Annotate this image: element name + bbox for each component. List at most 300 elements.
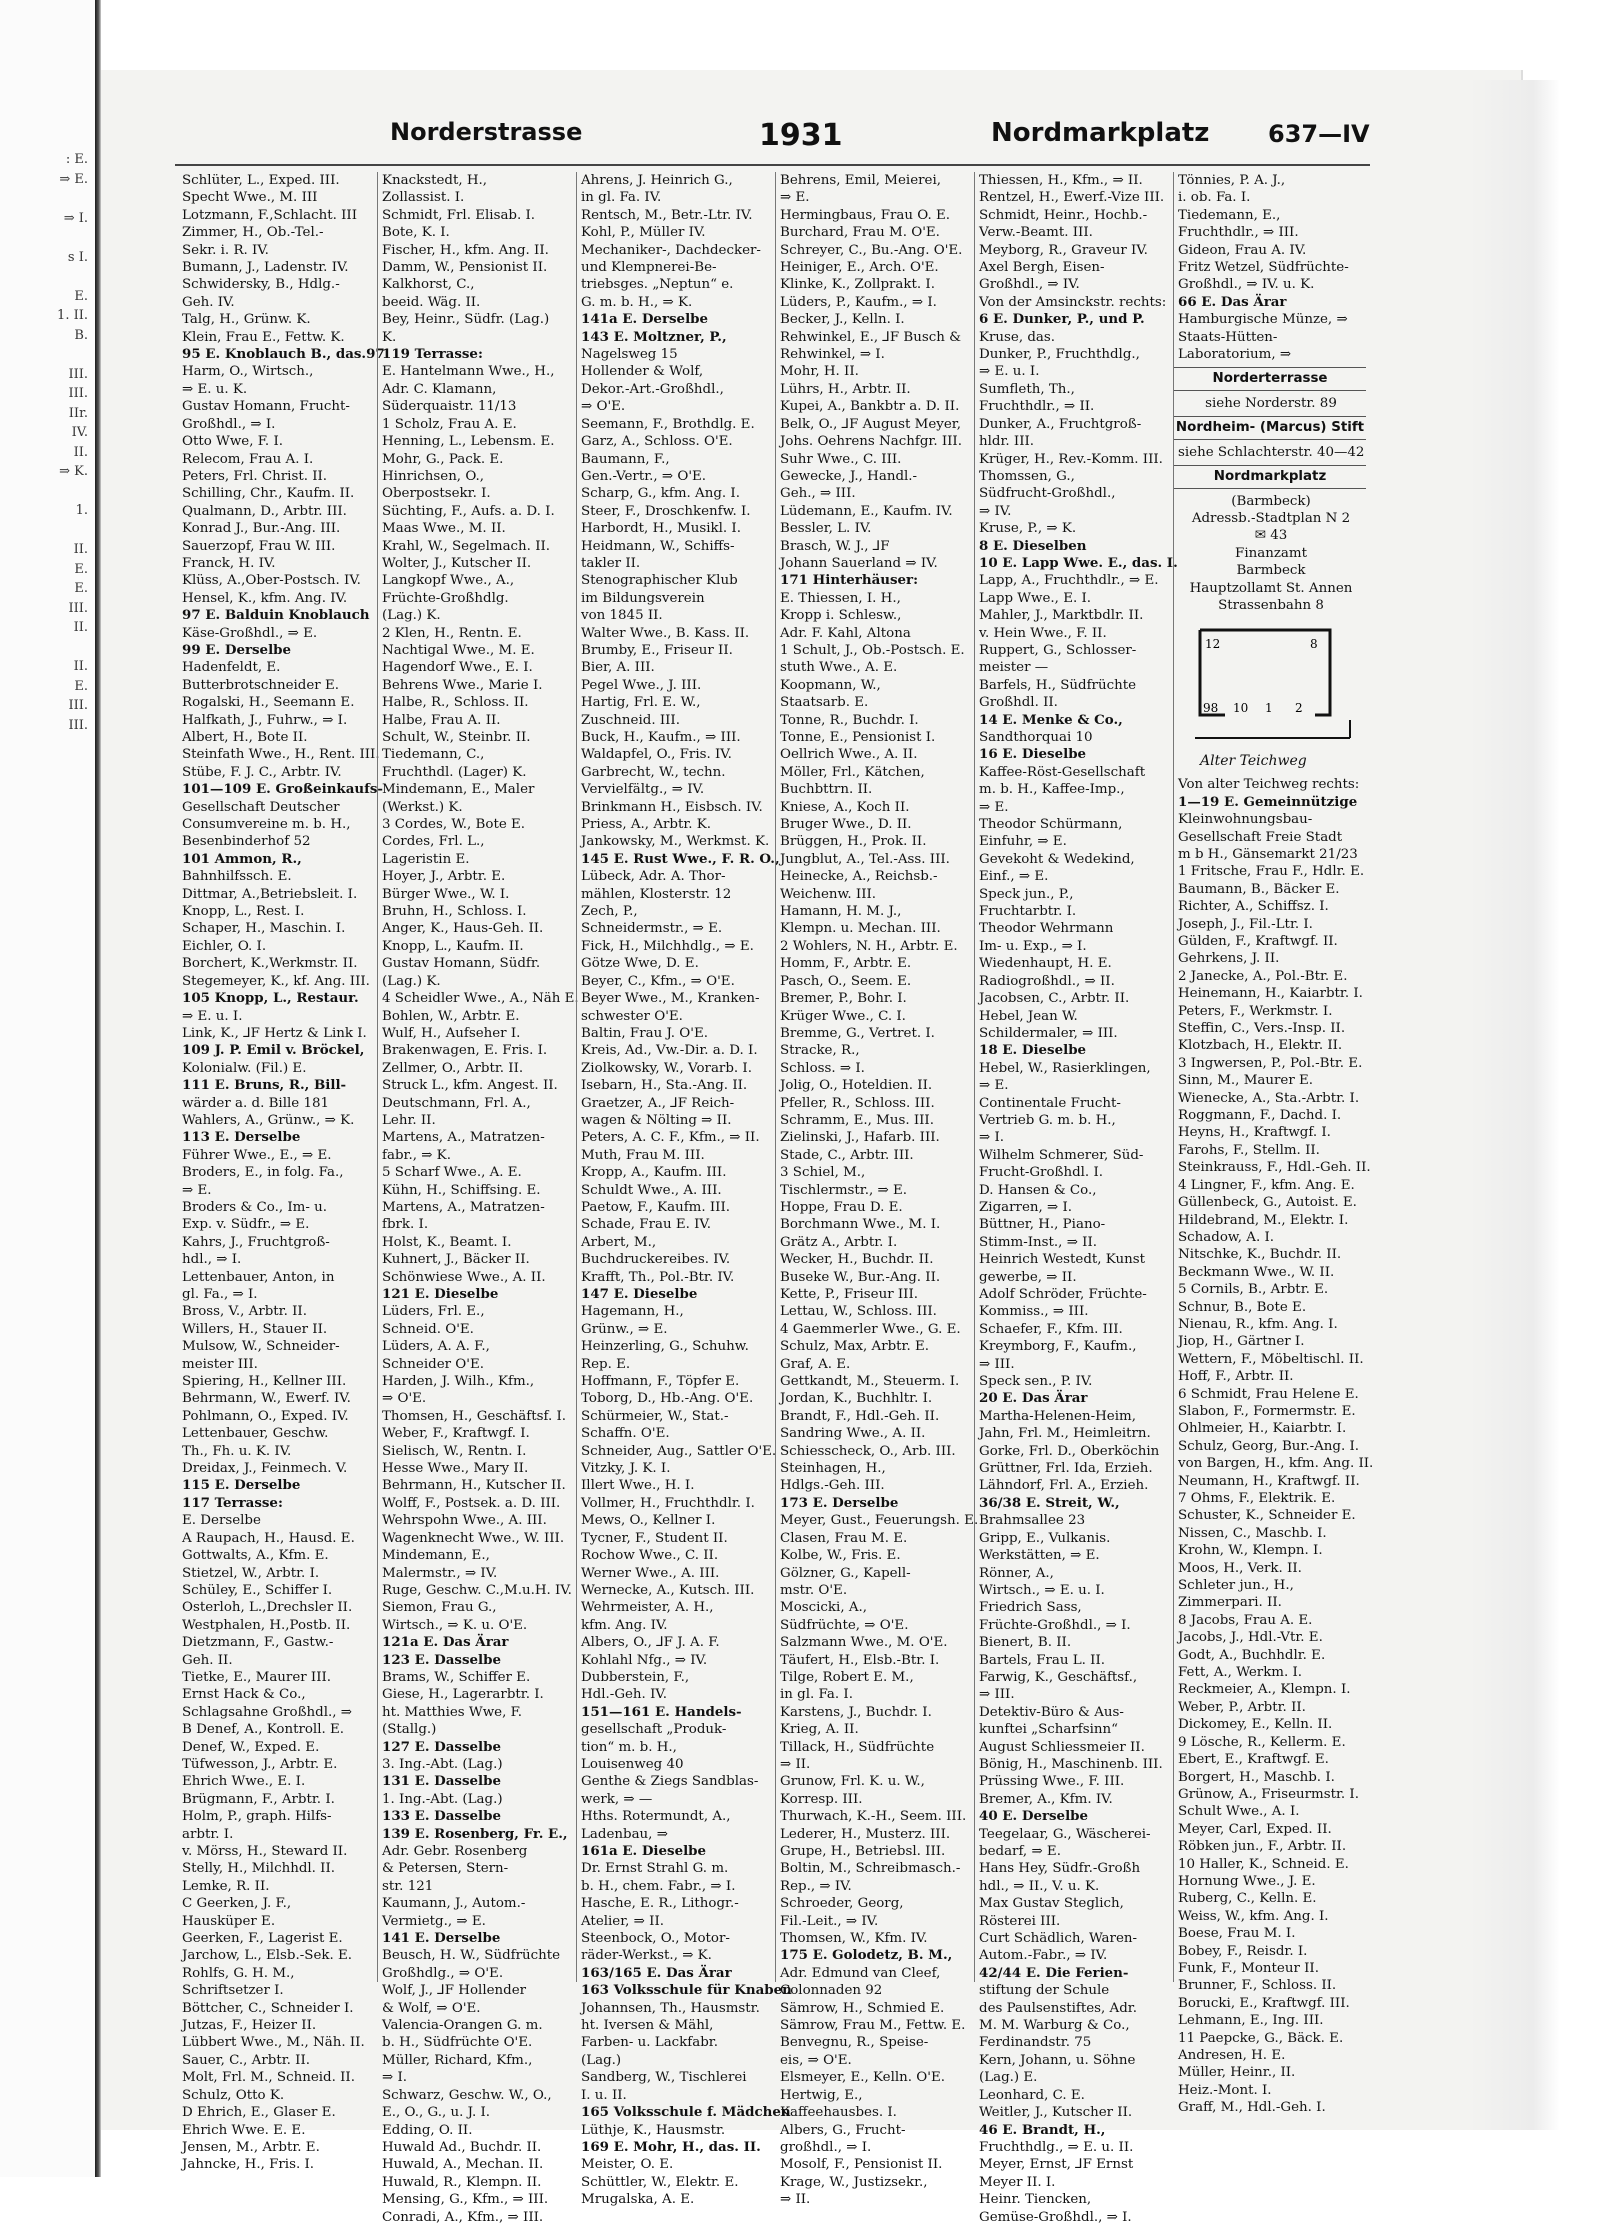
directory-entry: Kleinwohnungsbau- xyxy=(1178,812,1313,828)
directory-entry: 40 E. Derselbe xyxy=(979,1808,1089,1825)
directory-entry: Ernst Hack & Co., xyxy=(182,1687,306,1703)
directory-entry: 147 E. Dieselbe xyxy=(581,1286,698,1302)
directory-entry: Werner Wwe., A. III. xyxy=(581,1565,720,1581)
directory-entry: 151—161 E. Handels- xyxy=(581,1703,742,1720)
directory-entry: wärder a. d. Bille 181 xyxy=(182,1095,330,1111)
directory-entry: Fruchthdlg., ⇒ E. u. II. xyxy=(979,2139,1134,2155)
directory-entry: Max Gustav Steglich, xyxy=(979,1896,1124,1912)
directory-entry: Damm, W., Pensionist II. xyxy=(382,260,548,276)
directory-entry: Schneider, Aug., Sattler O'E. xyxy=(581,1443,777,1459)
directory-entry: Huwald, R., Klempn. II. xyxy=(382,2174,542,2190)
directory-entry: Osterloh, L.,Drechsler II. xyxy=(182,1600,353,1616)
sketch-map xyxy=(1182,620,1358,770)
directory-entry: Schulz, Max, Arbtr. E. xyxy=(780,1339,930,1355)
directory-entry: 4 Gaemmerler Wwe., G. E. xyxy=(780,1321,961,1337)
directory-entry: Heiz.-Mont. I. xyxy=(1178,2082,1272,2098)
directory-entry: 173 E. Derselbe xyxy=(780,1494,899,1511)
directory-entry: Denef, W., Exped. E. xyxy=(182,1739,320,1755)
directory-entry: Heinecke, A., Reichsb.- xyxy=(780,869,938,885)
directory-entry: Behrmann, H., Kutscher II. xyxy=(382,1478,566,1494)
directory-entry: Graetzer, A., ⅃F Reich- xyxy=(581,1095,735,1111)
directory-entry: Spiering, H., Kellner III. xyxy=(182,1374,347,1390)
directory-entry: gesellschaft „Produk- xyxy=(581,1722,727,1738)
directory-entry: Brumby, E., Friseur II. xyxy=(581,642,733,658)
directory-entry: Kruse, das. xyxy=(979,329,1056,345)
directory-entry: Butterbrotschneider E. xyxy=(182,677,339,693)
directory-entry: Hertwig, E., xyxy=(780,2087,863,2103)
directory-entry: Gideon, Frau A. IV. xyxy=(1178,242,1307,258)
directory-entry: und Klempnerei-Be- xyxy=(581,260,717,276)
directory-entry: Süderquaistr. 11/13 xyxy=(382,399,517,415)
directory-entry: Beusch, H. W., Südfrüchte xyxy=(382,1948,561,1964)
directory-entry: meister — xyxy=(979,660,1049,676)
directory-entry: Beckmann Wwe., W. II. xyxy=(1178,1264,1335,1280)
directory-entry: Pohlmann, O., Exped. IV. xyxy=(182,1408,349,1424)
directory-entry: Klüss, A.,Ober-Postsch. IV. xyxy=(182,573,361,589)
directory-entry: Mahler, J., Marktbdlr. II. xyxy=(979,608,1144,624)
directory-entry: von 1845 II. xyxy=(581,608,663,624)
directory-entry: i. ob. Fa. I. xyxy=(1178,190,1251,206)
directory-entry: Thiessen, H., Kfm., ⇒ II. xyxy=(979,173,1143,188)
directory-entry: Buchdruckereibes. IV. xyxy=(581,1252,731,1268)
directory-entry: 95 E. Knoblauch B., das.97 xyxy=(182,346,385,363)
directory-entry: Hensel, K., kfm. Ang. IV. xyxy=(182,590,348,606)
directory-entry: Grünw., ⇒ E. xyxy=(581,1321,668,1337)
directory-entry: 101—109 E. Großeinkaufs- xyxy=(182,781,383,798)
directory-entry: tion“ m. b. H., xyxy=(581,1739,677,1755)
directory-entry: Hermingbaus, Frau O. E. xyxy=(780,207,951,223)
directory-entry: Knackstedt, H., xyxy=(382,173,488,188)
directory-entry: Elsmeyer, E., Kelln. O'E. xyxy=(780,2070,945,2086)
directory-entry: Heinrich Westedt, Kunst xyxy=(979,1252,1146,1268)
directory-entry: 131 E. Dasselbe xyxy=(382,1773,501,1790)
directory-entry: meister III. xyxy=(182,1356,258,1372)
directory-entry: Nagelsweg 15 xyxy=(581,347,678,363)
directory-entry: Gottwalts, A., Kfm. E. xyxy=(182,1548,329,1564)
directory-entry: Schönwiese Wwe., A. II. xyxy=(382,1269,546,1285)
directory-entry: Zimmer, H., Ob.-Tel.- xyxy=(182,225,324,241)
directory-entry: Jahn, Frl. M., Heimleitrn. xyxy=(979,1426,1151,1442)
directory-entry: Hagemann, H., xyxy=(581,1304,684,1320)
directory-entry: Jarchow, L., Elsb.-Sek. E. xyxy=(182,1948,353,1964)
directory-entry: E., O., G., u. J. I. xyxy=(382,2105,491,2121)
directory-entry: Lehr. II. xyxy=(382,1112,436,1128)
directory-entry: von Bargen, H., kfm. Ang. II. xyxy=(1178,1456,1374,1472)
directory-entry: Zech, P., xyxy=(581,904,638,920)
directory-entry: Pasch, O., Seem. E. xyxy=(780,973,912,989)
street-heading: Norderterrasse xyxy=(1174,367,1366,390)
directory-entry: 161a E. Dieselbe xyxy=(581,1843,707,1859)
directory-entry: beeid. Wäg. II. xyxy=(382,294,481,310)
directory-entry: Continentale Frucht- xyxy=(979,1095,1121,1111)
directory-entry: Wolff, F., Postsek. a. D. III. xyxy=(382,1495,561,1511)
directory-entry: Wahlers, A., Grünw., ⇒ K. xyxy=(182,1112,355,1128)
directory-entry: G. m. b. H., ⇒ K. xyxy=(581,294,693,310)
directory-entry: 16 E. Dieselbe xyxy=(979,746,1087,763)
directory-entry: Exp. v. Südfr., ⇒ E. xyxy=(182,1217,310,1233)
sketch-house-number: 10 xyxy=(1233,701,1249,716)
directory-entry: Struck L., kfm. Angest. II. xyxy=(382,1078,558,1094)
directory-entry: Kohlahl Nfg., ⇒ IV. xyxy=(581,1652,708,1668)
directory-entry: Fruchtarbtr. I. xyxy=(979,904,1077,920)
directory-entry: Kreymborg, F., Kaufm., xyxy=(979,1339,1137,1355)
directory-entry: Stenographischer Klub xyxy=(581,573,738,589)
directory-entry: Gehrkens, J. II. xyxy=(1178,951,1280,967)
directory-entry: Bremer, A., Kfm. IV. xyxy=(979,1791,1113,1807)
directory-entry: Krüger, H., Rev.-Komm. III. xyxy=(979,451,1163,467)
directory-entry: Fischer, H., kfm. Ang. II. xyxy=(382,242,549,258)
directory-entry: Beyer, C., Kfm., ⇒ O'E. xyxy=(581,973,735,989)
directory-entry: Homm, F., Arbtr. E. xyxy=(780,956,912,972)
directory-entry: 171 Hinterhäuser: xyxy=(780,572,919,589)
directory-entry: Lührs, H., Arbtr. II. xyxy=(780,381,911,397)
directory-entry: Ahrens, J. Heinrich G., xyxy=(581,173,733,188)
directory-entry: Detektiv-Büro & Aus- xyxy=(979,1704,1124,1720)
directory-entry: Weber, P., Arbtr. II. xyxy=(1178,1699,1306,1715)
directory-entry: Güllenbeck, G., Autoist. E. xyxy=(1178,1195,1357,1211)
directory-entry: Maas Wwe., M. II. xyxy=(382,521,506,537)
directory-entry: Adr. C. Klamann, xyxy=(382,381,497,397)
directory-entry: 141a E. Derselbe xyxy=(581,311,709,328)
directory-entry: Holm, P., graph. Hilfs- xyxy=(182,1809,332,1825)
directory-entry: 2 Klen, H., Rentn. E. xyxy=(382,625,522,641)
directory-entry: Zollassist. I. xyxy=(382,190,465,206)
directory-entry: 1 Fritsche, Frau F., Hdlr. E. xyxy=(1178,864,1365,880)
directory-entry: Ladenbau, ⇒ xyxy=(581,1826,668,1842)
directory-entry: werk, ⇒ — xyxy=(581,1791,653,1807)
directory-entry: 163 Volksschule für Knaben xyxy=(581,1982,792,1999)
directory-entry: Kolonialw. (Fil.) E. xyxy=(182,1060,307,1076)
directory-entry: Götze Wwe, D. E. xyxy=(581,956,699,972)
directory-entry: Hdl.-Geh. IV. xyxy=(581,1687,667,1703)
directory-entry: Conradi, A., Kfm., ⇒ III. xyxy=(382,2209,544,2225)
directory-entry: Wolf, J., ⅃F Hollender xyxy=(382,1983,527,1999)
directory-entry: str. 121 xyxy=(382,1878,434,1894)
directory-entry: Sumfleth, Th., xyxy=(979,381,1075,397)
directory-entry: 5 Scharf Wwe., A. E. xyxy=(382,1165,522,1181)
directory-entry: 1. Ing.-Abt. (Lag.) xyxy=(382,1791,503,1807)
directory-entry: räder-Werkst., ⇒ K. xyxy=(581,1948,712,1964)
directory-entry: Anger, K., Haus-Geh. II. xyxy=(382,921,544,937)
directory-entry: des Paulsenstiftes, Adr. xyxy=(979,2000,1137,2016)
directory-entry: Zuschneid. III. xyxy=(581,712,680,728)
directory-entry: Ruge, Geschw. C.,M.u.H. IV. xyxy=(382,1582,572,1598)
directory-entry: Steinhagen, H., xyxy=(780,1461,886,1477)
directory-entry: Geh., ⇒ III. xyxy=(780,486,856,502)
directory-entry: Colonnaden 92 xyxy=(780,1983,883,1999)
directory-entry: takler II. xyxy=(581,555,641,571)
directory-entry: Harm, O., Wirtsch., xyxy=(182,364,314,380)
directory-entry: C Geerken, J. F., xyxy=(182,1896,292,1912)
directory-entry: Böttcher, C., Schneider I. xyxy=(182,2000,354,2016)
directory-entry: Prüssing Wwe., F. III. xyxy=(979,1774,1125,1790)
directory-entry: Nienau, R., kfm. Ang. I. xyxy=(1178,1316,1338,1332)
directory-entry: Wirtsch., ⇒ E. u. I. xyxy=(979,1582,1105,1598)
directory-entry: Meyer, Gust., Feuerungsh. E. xyxy=(780,1513,979,1529)
directory-entry: Fil.-Leit., ⇒ IV. xyxy=(780,1913,879,1929)
directory-entry: Hauptzollamt St. Annen xyxy=(1189,580,1353,596)
directory-entry: Brunner, F., Schloss. II. xyxy=(1178,1978,1337,1994)
directory-entry: Kaffeehausbes. I. xyxy=(780,2105,897,2121)
directory-entry: Link, K., ⅃F Hertz & Link I. xyxy=(182,1025,367,1041)
directory-entry: Andresen, H. E. xyxy=(1178,2048,1286,2063)
directory-entry: Heinzerling, G., Schuhw. xyxy=(581,1339,749,1355)
directory-entry: Mrugalska, A. E. xyxy=(581,2192,695,2208)
directory-entry: Bross, V., Arbtr. II. xyxy=(182,1304,307,1320)
directory-entry: 105 Knopp, L., Restaur. xyxy=(182,990,359,1007)
directory-entry: Jahncke, H., Fris. I. xyxy=(182,2157,315,2173)
directory-entry: Dreidax, J., Feinmech. V. xyxy=(182,1461,348,1477)
directory-entry: Adolf Schröder, Früchte- xyxy=(979,1287,1147,1302)
directory-entry: Schuster, K., Schneider E. xyxy=(1178,1508,1356,1524)
directory-entry: Joseph, J., Fil.-Ltr. I. xyxy=(1178,916,1313,932)
directory-entry: Bartels, Frau L. II. xyxy=(979,1652,1105,1668)
directory-entry: Kaumann, J., Autom.- xyxy=(382,1896,526,1912)
directory-entry: Sauerzopf, Frau W. III. xyxy=(182,538,336,554)
directory-entry: Finanzamt xyxy=(1235,545,1307,561)
directory-entry: Fruchthdlr., ⇒ III. xyxy=(1178,225,1299,241)
directory-entry: v. Mörss, H., Steward II. xyxy=(182,1844,348,1859)
directory-entry: Fruchthdl. (Lager) K. xyxy=(382,764,527,780)
directory-entry: Tietke, E., Maurer III. xyxy=(182,1669,332,1685)
directory-entry: 121a E. Das Ärar xyxy=(382,1634,509,1651)
directory-entry: Ruberg, C., Kelln. E. xyxy=(1178,1891,1317,1907)
directory-entry: Jolig, O., Hoteldien. II. xyxy=(780,1078,933,1094)
directory-entry: Rohlfs, G. H. M., xyxy=(182,1965,295,1981)
directory-entry: Gustav Homann, Südfr. xyxy=(382,956,541,972)
directory-entry: Belk, O., ⅃F August Meyer, xyxy=(780,416,961,432)
directory-entry: großhdl., ⇒ I. xyxy=(780,2139,872,2155)
directory-entry: Teegelaar, G., Wäscherei- xyxy=(979,1826,1151,1842)
directory-entry: Molt, Frl. M., Schneid. II. xyxy=(182,2070,355,2086)
directory-entry: Hdlgs.-Geh. III. xyxy=(780,1478,885,1494)
directory-entry: Fett, A., Werkm. I. xyxy=(1178,1665,1303,1681)
directory-entry: Genthe & Ziegs Sandblas- xyxy=(581,1774,759,1790)
directory-entry: Schiesscheck, O., Arb. III. xyxy=(780,1443,956,1459)
directory-entry: Geh. IV. xyxy=(182,294,235,310)
directory-entry: Schade, Frau E. IV. xyxy=(581,1217,712,1233)
directory-entry: Louisenweg 40 xyxy=(581,1756,684,1772)
directory-entry: Vermietg., ⇒ E. xyxy=(382,1913,486,1929)
directory-entry: Buseke W., Bur.-Ang. II. xyxy=(780,1269,941,1285)
directory-entry: Martens, A., Matratzen- xyxy=(382,1199,545,1215)
directory-entry: Jacobs, J., Hdl.-Vtr. E. xyxy=(1178,1630,1323,1646)
directory-entry: Deutschmann, Frl. A., xyxy=(382,1095,531,1111)
directory-entry: Friedrich Sass, xyxy=(979,1600,1082,1616)
directory-entry: Qualmann, D., Arbtr. III. xyxy=(182,503,347,519)
directory-entry: 99 E. Derselbe xyxy=(182,641,292,658)
directory-entry: Seemann, F., Brothdlg. E. xyxy=(581,416,755,432)
directory-entry: wagen & Nölting ⇒ II. xyxy=(581,1112,732,1128)
directory-entry: Schreyer, C., Bu.-Ang. O'E. xyxy=(780,242,963,258)
directory-entry: m b H., Gänsemarkt 21/23 xyxy=(1178,846,1358,862)
directory-entry: Lübeck, Adr. A. Thor- xyxy=(581,869,726,885)
directory-entry: Schulz, Georg, Bur.-Ang. I. xyxy=(1178,1438,1360,1454)
directory-entry: 1 Schult, J., Ob.-Postsch. E. xyxy=(780,642,965,658)
column-4 xyxy=(775,172,979,2208)
directory-entry: Slabon, F., Formermstr. E. xyxy=(1178,1403,1356,1419)
directory-entry: Lüders, Frl. E., xyxy=(382,1304,485,1320)
directory-entry: Johannsen, Th., Hausmstr. xyxy=(581,2000,760,2016)
directory-entry: Specht Wwe., M. III xyxy=(182,190,318,206)
directory-entry: 143 E. Moltzner, P., xyxy=(581,328,727,345)
directory-entry: v. Hein Wwe., F. II. xyxy=(979,625,1107,641)
directory-entry: M. M. Warburg & Co., xyxy=(979,2018,1130,2034)
directory-entry: Rep., ⇒ IV. xyxy=(780,1878,852,1894)
directory-entry: Schloss. ⇒ I. xyxy=(780,1060,865,1076)
directory-entry: Fritz Wetzel, Südfrüchte- xyxy=(1178,260,1349,276)
directory-entry: Schneidermstr., ⇒ E. xyxy=(581,921,723,937)
directory-entry: Vervielfältg., ⇒ IV. xyxy=(581,782,705,798)
directory-entry: 121 E. Dieselbe xyxy=(382,1286,499,1302)
directory-entry: Schüley, E., Schiffer I. xyxy=(182,1582,333,1598)
directory-entry: Bumann, J., Ladenstr. IV. xyxy=(182,260,349,276)
directory-entry: Klempn. u. Mechan. III. xyxy=(780,921,941,937)
directory-entry: ⇒ IV. xyxy=(979,503,1012,519)
directory-entry: Vollmer, H., Fruchthdlr. I. xyxy=(581,1495,755,1511)
directory-entry: Weiss, W., kfm. Ang. I. xyxy=(1178,1908,1329,1924)
directory-entry: Illert Wwe., H. I. xyxy=(581,1478,695,1494)
directory-entry: Hans Hey, Südfr.-Großh xyxy=(979,1861,1141,1877)
directory-entry: Adressb.-Stadtplan N 2 xyxy=(1191,510,1351,526)
directory-entry: E. Thiessen, I. H., xyxy=(780,590,901,606)
directory-entry: 9 Lösche, R., Kellerm. E. xyxy=(1178,1734,1346,1750)
directory-entry: Bohlen, W., Arbtr. E. xyxy=(382,1008,520,1024)
directory-entry: Hartig, Frl. E. W., xyxy=(581,695,701,711)
directory-entry: Lüders, P., Kaufm., ⇒ I. xyxy=(780,294,937,310)
directory-entry: Roggmann, F., Dachd. I. xyxy=(1178,1108,1342,1124)
directory-entry: Knopp, L., Kaufm. II. xyxy=(382,938,524,954)
directory-entry: Schneider O'E. xyxy=(382,1356,484,1372)
directory-entry: 4 Scheidler Wwe., A., Näh E. xyxy=(382,991,579,1007)
directory-entry: Stimm-Inst., ⇒ II. xyxy=(979,1234,1098,1250)
directory-entry: Tönnies, P. A. J., xyxy=(1178,173,1286,188)
directory-entry: Strassenbahn 8 xyxy=(1218,597,1324,613)
directory-entry: Relecom, Frau A. I. xyxy=(182,451,314,467)
directory-entry: Wienecke, A., Sta.-Arbtr. I. xyxy=(1178,1090,1360,1106)
directory-entry: Krahl, W., Segelmach. II. xyxy=(382,538,551,554)
directory-entry: Steinfath Wwe., H., Rent. III. xyxy=(182,747,380,763)
directory-entry: Martens, A., Matratzen- xyxy=(382,1130,545,1146)
directory-entry: 97 E. Balduin Knoblauch xyxy=(182,607,370,624)
directory-entry: Halfkath, J., Fuhrw., ⇒ I. xyxy=(182,712,348,728)
directory-entry: Kropp, A., Kaufm. III. xyxy=(581,1165,727,1181)
directory-entry: Schulz, Otto K. xyxy=(182,2087,285,2103)
directory-entry: Hausküper E. xyxy=(182,1913,276,1929)
directory-entry: Wagenknecht Wwe., W. III. xyxy=(382,1530,565,1546)
directory-entry: Müller, Richard, Kfm., xyxy=(382,2052,533,2068)
directory-entry: Cordes, Frl. L., xyxy=(382,834,485,850)
sketch-house-number: 1 xyxy=(1265,701,1273,716)
directory-entry: Dubberstein, F., xyxy=(581,1669,690,1685)
directory-entry: Dekor.-Art.-Großhdl., xyxy=(581,381,724,397)
directory-entry: Nachtigal Wwe., M. E. xyxy=(382,642,535,658)
directory-entry: ⇒ III. xyxy=(979,1687,1015,1703)
directory-entry: Staats-Hütten- xyxy=(1178,329,1278,345)
directory-entry: Pegel Wwe., J. III. xyxy=(581,677,702,693)
directory-entry: Stegemeyer, K., kf. Ang. III. xyxy=(182,973,370,989)
directory-entry: Steer, F., Droschkenfw. I. xyxy=(581,503,751,519)
page-header xyxy=(390,118,1390,158)
column-6 xyxy=(1173,172,1374,2116)
directory-entry: Bessler, L. IV. xyxy=(780,521,872,537)
directory-entry: Steenbock, O., Motor- xyxy=(581,1931,730,1947)
directory-entry: Kohl, P., Müller IV. xyxy=(581,225,706,241)
directory-entry: Sandthorquai 10 xyxy=(979,730,1093,745)
directory-entry: Frucht-Großhdl. I. xyxy=(979,1165,1103,1181)
directory-entry: Wolter, J., Kutscher II. xyxy=(382,555,532,571)
directory-entry: 10 E. Lapp Wwe. E., das. I. xyxy=(979,554,1178,571)
directory-entry: Jordan, K., Buchhltr. I. xyxy=(780,1391,933,1407)
directory-entry: ht. Iversen & Mähl, xyxy=(581,2018,714,2034)
directory-entry: Wilhelm Schmerer, Süd- xyxy=(979,1147,1144,1163)
directory-entry: Atelier, ⇒ II. xyxy=(581,1913,664,1929)
directory-entry: Brasch, W. J., ⅃F xyxy=(780,538,890,554)
directory-entry: Großhdl. II. xyxy=(979,695,1058,711)
directory-entry: 8 E. Dieselben xyxy=(979,537,1087,554)
directory-entry: Vertrieb G. m. b. H., xyxy=(979,1112,1116,1128)
directory-entry: Stelly, H., Milchhdl. II. xyxy=(182,1861,336,1877)
directory-entry: Hebel, W., Rasierklingen, xyxy=(979,1060,1151,1076)
directory-entry: Bier, A. III. xyxy=(581,660,655,676)
directory-entry: Täufert, H., Elsb.-Btr. I. xyxy=(780,1652,940,1668)
directory-entry: Krüger Wwe., C. I. xyxy=(780,1008,906,1024)
directory-entry: Müller, Heinr., II. xyxy=(1178,2065,1296,2081)
directory-entry: 145 E. Rust Wwe., F. R. O., xyxy=(581,850,780,867)
directory-entry: Schleter jun., H., xyxy=(1178,1578,1294,1594)
directory-entry: 163/165 E. Das Ärar xyxy=(581,1964,732,1981)
directory-entry: Meyer, Ernst, ⅃F Ernst xyxy=(979,2157,1134,2173)
directory-entry: ⇒ I. xyxy=(382,2070,408,2086)
directory-entry: Dunker, P., Fruchthdlg., xyxy=(979,347,1140,363)
directory-entry: Klein, Frau E., Fettw. K. xyxy=(182,329,345,345)
directory-entry: Vitzky, J. K. I. xyxy=(581,1461,671,1477)
directory-entry: Gewecke, J., Handl.- xyxy=(780,468,918,484)
directory-entry: Schadow, A. I. xyxy=(1178,1229,1275,1245)
directory-entry: Zellmer, O., Arbtr. II. xyxy=(382,1060,524,1076)
directory-entry: ⇒ E. xyxy=(979,799,1009,815)
directory-entry: Ehrich Wwe., E. I. xyxy=(182,1774,306,1790)
directory-entry: Mensing, G., Kfm., ⇒ III. xyxy=(382,2192,549,2208)
directory-entry: Rönner, A., xyxy=(979,1565,1054,1581)
header-year: 1931 xyxy=(759,118,843,153)
directory-entry: Speck jun., P., xyxy=(979,886,1074,902)
directory-entry: Buchbttrn. II. xyxy=(780,782,873,798)
directory-entry: Kühn, H., Schiffsing. E. xyxy=(382,1182,541,1198)
directory-entry: Geh. II. xyxy=(182,1652,233,1668)
directory-entry: 169 E. Mohr, H., das. II. xyxy=(581,2138,761,2155)
directory-entry: Im- u. Exp., ⇒ I. xyxy=(979,938,1087,954)
directory-entry: ⇒ E. u. I. xyxy=(182,1008,243,1024)
directory-entry: Richter, A., Schiffsz. I. xyxy=(1178,899,1329,915)
directory-entry: Zielinski, J., Hafarb. III. xyxy=(780,1130,940,1146)
directory-entry: Speck sen., P. IV. xyxy=(979,1374,1093,1390)
directory-entry: stiftung der Schule xyxy=(979,1983,1110,1999)
directory-entry: Priess, A., Arbtr. K. xyxy=(581,817,712,833)
sketch-house-number: 8 xyxy=(1310,637,1318,652)
directory-entry: Schneid. O'E. xyxy=(382,1321,474,1337)
directory-entry: Wernecke, A., Kutsch. III. xyxy=(581,1582,755,1598)
directory-entry: Borgert, H., Maschb. I. xyxy=(1178,1769,1335,1785)
directory-entry: Graf, A. E. xyxy=(780,1356,851,1372)
directory-entry: 127 E. Dasselbe xyxy=(382,1738,501,1755)
directory-entry: Stietzel, W., Arbtr. I. xyxy=(182,1565,320,1581)
directory-entry: in gl. Fa. I. xyxy=(780,1687,853,1703)
directory-entry: Süchting, F., Aufs. a. D. I. xyxy=(382,503,555,519)
directory-entry: D Ehrich, E., Glaser E. xyxy=(182,2105,336,2121)
directory-entry: Borchert, K.,Werkmstr. II. xyxy=(182,956,358,972)
directory-entry: Schroeder, Georg, xyxy=(780,1896,904,1912)
